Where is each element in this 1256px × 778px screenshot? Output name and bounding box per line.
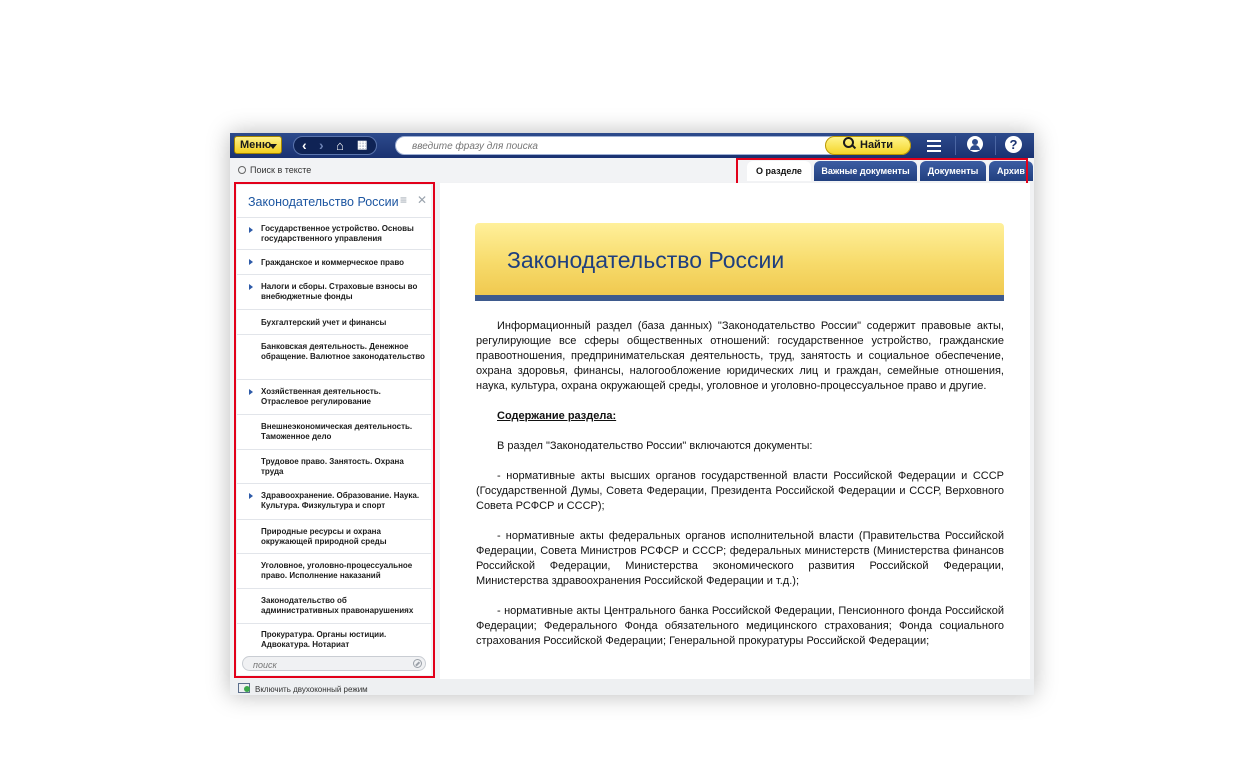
tab-bar xyxy=(740,161,1025,182)
sidebar-item-label: Государственное устройство. Основы государственного управления xyxy=(261,224,414,243)
forward-arrow-icon[interactable]: › xyxy=(319,137,324,153)
toolbar-divider xyxy=(955,136,956,155)
sidebar-item-label: Хозяйственная деятельность. Отраслевое регулирование xyxy=(261,387,381,406)
navigation-group xyxy=(293,136,377,155)
sidebar-item-label: Бухгалтерский учет и финансы xyxy=(261,318,387,327)
sidebar-item[interactable] xyxy=(237,309,431,334)
sidebar-list xyxy=(237,217,431,655)
sidebar-search-box xyxy=(242,656,426,671)
chevron-down-icon xyxy=(269,144,277,149)
toolbar-divider xyxy=(995,136,996,155)
tab-archive[interactable]: Архив xyxy=(989,161,1033,181)
sidebar-item-label: Налоги и сборы. Страховые взносы во внебюджетные фонды xyxy=(261,282,418,301)
sidebar-item[interactable] xyxy=(237,449,431,483)
status-bar xyxy=(230,679,1034,695)
grid-icon[interactable]: ▦ xyxy=(357,139,368,151)
sidebar-panel xyxy=(237,185,431,675)
section-heading: Содержание раздела: xyxy=(497,410,617,422)
sidebar-item-label: Трудовое право. Занятость. Охрана труда xyxy=(261,457,404,476)
sidebar-item[interactable] xyxy=(237,519,431,553)
menu-button-label: Меню xyxy=(240,139,272,151)
sidebar-item[interactable] xyxy=(237,379,431,414)
intro-paragraph: Информационный раздел (база данных) "Законодательство России" содержит правовые акты, регулирующие все сферы общественных отношений: государственное устройство, гражданские правоотношения, предпринимательская деятельность, труд, занятость и социальное обеспечение, охрана здоровья, финансы, налогообложение юридических лиц и граждан, семейные отношения, наука, культура, охрана окружающей среды, уголовное и уголовно-процессуальное право и другие. xyxy=(476,320,1004,392)
home-icon[interactable]: ⌂ xyxy=(336,138,344,153)
sidebar-search-input[interactable] xyxy=(251,658,405,671)
hamburger-menu-icon[interactable] xyxy=(924,135,946,156)
sidebar-title: Законодательство России xyxy=(248,195,399,209)
sidebar-item[interactable] xyxy=(237,274,431,309)
banner-title: Законодательство России xyxy=(507,247,785,273)
main-toolbar xyxy=(230,133,1034,158)
dual-window-toggle[interactable] xyxy=(238,682,368,694)
tab-about-section[interactable]: О разделе xyxy=(747,161,811,181)
find-button-label: Найти xyxy=(860,139,893,151)
sidebar-item[interactable] xyxy=(237,217,431,249)
help-icon[interactable]: ? xyxy=(1003,135,1025,156)
sidebar-menu-icon[interactable]: ≡ xyxy=(400,193,408,207)
dual-window-icon xyxy=(238,683,250,693)
expand-arrow-icon[interactable] xyxy=(249,259,253,265)
sidebar-item-label: Уголовное, уголовно-процессуальное право. Исполнение наказаний xyxy=(261,561,413,580)
menu-button[interactable] xyxy=(234,136,282,154)
sidebar-item[interactable] xyxy=(237,249,431,274)
sidebar-item[interactable] xyxy=(237,553,431,588)
search-icon xyxy=(238,166,246,174)
includes-paragraph: В раздел "Законодательство России" включаются документы: xyxy=(497,440,813,452)
find-button[interactable] xyxy=(825,136,911,155)
sidebar-item[interactable] xyxy=(237,483,431,519)
sidebar-item[interactable] xyxy=(237,334,431,379)
document-bullet: - нормативные акты высших органов государственной власти Российской Федерации и СССР (Государственной Думы, Совета Федерации, Президента Российской Федерации и СССР, Верховного Совета РСФСР и СССР); xyxy=(476,470,1004,512)
sidebar-item-label: Законодательство об административных правонарушениях xyxy=(261,596,414,615)
sidebar-item-label: Внешнеэкономическая деятельность. Таможенное дело xyxy=(261,422,413,441)
sidebar-item-label: Банковская деятельность. Денежное обращение. Валютное законодательство xyxy=(261,342,425,361)
sidebar-item[interactable] xyxy=(237,623,431,655)
sidebar-item-label: Прокуратура. Органы юстиции. Адвокатура. Нотариат xyxy=(261,630,387,649)
document-bullet: - нормативные акты федеральных органов исполнительной власти (Правительства Российской Федерации, Совета Министров РСФСР и СССР; федеральных министерств (Министерства финансов Российской Федерации, Министерства экономического развития Российской Федерации, Министерства здравоохранения Российской Федерации и т.д.); xyxy=(476,530,1004,587)
user-icon[interactable] xyxy=(965,135,987,156)
document-subbar xyxy=(230,158,1034,182)
sidebar-item-label: Природные ресурсы и охрана окружающей природной среды xyxy=(261,527,387,546)
sidebar-item-label: Гражданское и коммерческое право xyxy=(261,258,405,267)
app-window xyxy=(230,133,1034,695)
sidebar-item[interactable] xyxy=(237,414,431,449)
clear-search-icon[interactable] xyxy=(413,659,422,668)
close-icon[interactable]: ✕ xyxy=(417,193,428,207)
tab-documents[interactable]: Документы xyxy=(920,161,986,181)
expand-arrow-icon[interactable] xyxy=(249,493,253,499)
tab-important-documents[interactable]: Важные документы xyxy=(814,161,917,181)
search-box xyxy=(395,136,911,155)
expand-arrow-icon[interactable] xyxy=(249,389,253,395)
document-text xyxy=(476,319,1004,649)
find-in-text-label: Поиск в тексте xyxy=(250,165,312,175)
section-banner xyxy=(475,223,1004,295)
expand-arrow-icon[interactable] xyxy=(249,284,253,290)
sidebar-item[interactable] xyxy=(237,588,431,623)
find-in-text-button[interactable] xyxy=(238,165,311,175)
sidebar-item-label: Здравоохранение. Образование. Наука. Культура. Физкультура и спорт xyxy=(261,491,420,510)
search-input[interactable] xyxy=(410,138,814,155)
banner-stripe xyxy=(475,295,1004,301)
back-arrow-icon[interactable]: ‹ xyxy=(302,137,307,153)
document-bullet: - нормативные акты Центрального банка Российской Федерации, Пенсионного фонда Российской Федерации; Федерального Фонда обязательного медицинского страхования; Фонда социального страхования Российской Федерации; Генеральной прокуратуры Российской Федерации; xyxy=(476,605,1004,647)
document-view xyxy=(440,183,1030,679)
dual-window-label: Включить двухоконный режим xyxy=(255,685,368,694)
search-icon xyxy=(843,137,854,148)
expand-arrow-icon[interactable] xyxy=(249,227,253,233)
